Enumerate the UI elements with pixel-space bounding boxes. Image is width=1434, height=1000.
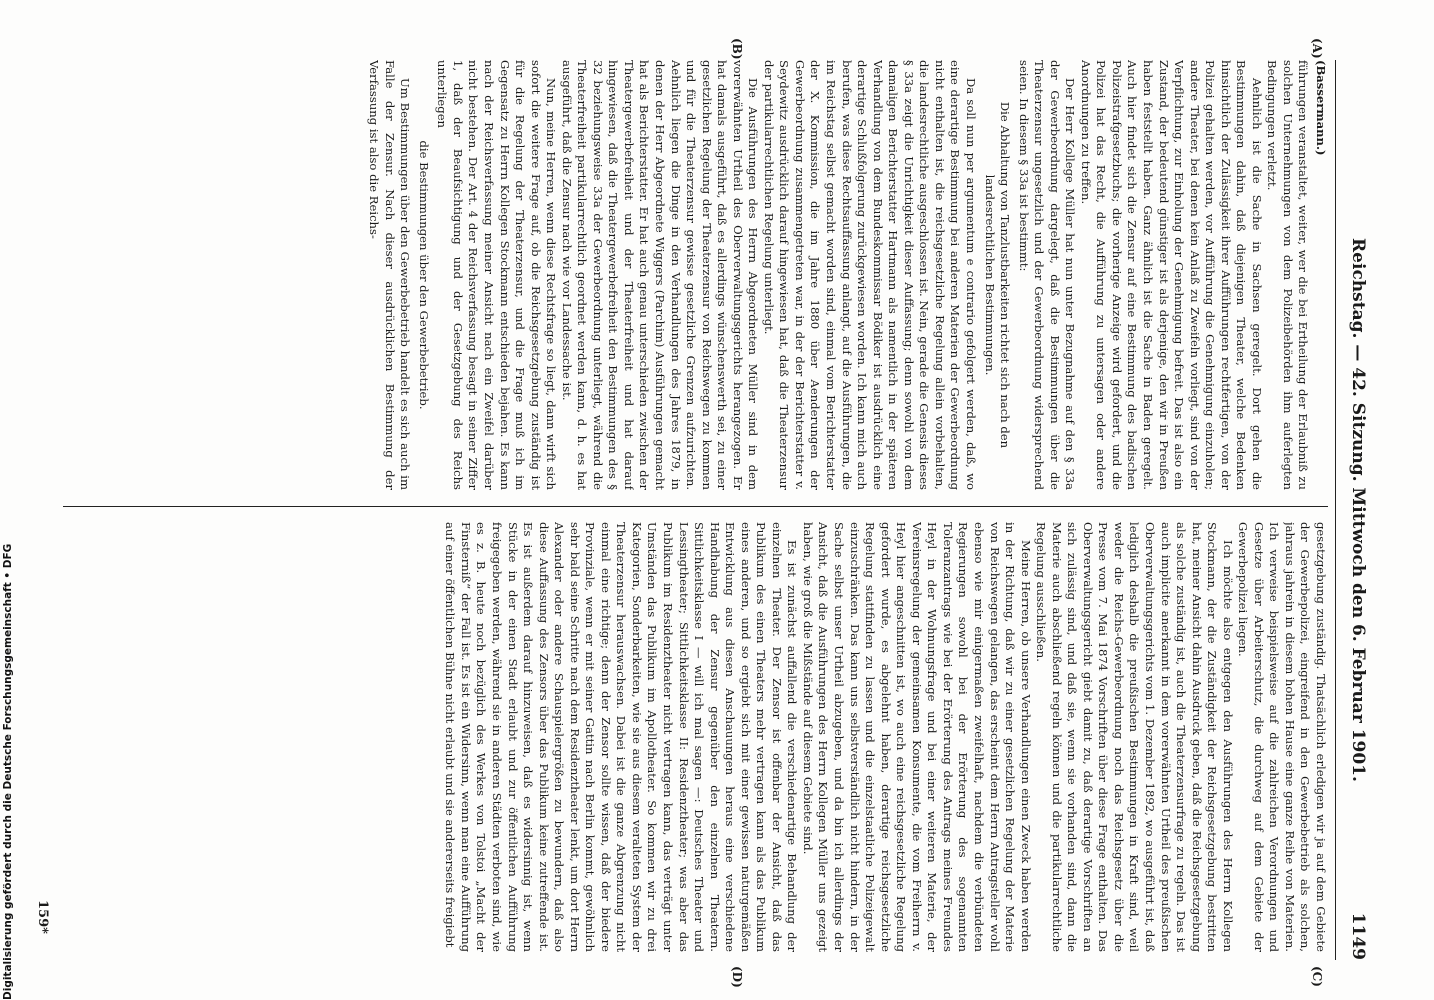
paragraph: führungen veranstaltet, weiter, wer die bei Ertheilung der Erlaubniß zu solchen Unternehmungen von dem Polizeibehörden ihm auferlegten Bedingungen verletzt.: [1265, 60, 1311, 490]
paragraph: gesetzgebung zuständig. Thatsächlich erledigen wir ja auf dem Gebiete der Gewerbepolizei, eingreifend in den Gewerbebetrieb als solchen, jahraus jahrein in diesem hohen Hause eine ganze Reihe von Materien. Ich verweise beispielsweise auf die zahlreichen Verordnungen und Gesetze über Arbeiterschutz, die durchweg auf dem Gebiete der Gewerbepolizei liegen.: [1236, 522, 1328, 952]
paragraph: Da soll nun per argumentum e contrario gefolgert werden, daß, wo eine derartige Bestimmung bei anderen Materien der Gewerbeordnung nicht enthalten ist, die reichsgesetzliche Regelung allein vorbehalten, die landesrechtliche ausgeschlossen ist. Nein, gerade die Genesis dieses § 33a zeigt die Unrichtigkeit dieser Auffassung; denn sowohl von dem damaligen Berichterstatter Hartmann als namentlich in der späteren Verhandlung von dem Bundeskommissar Bödiker ist ausdrücklich eine derartige Schlußfolgerung zurückgewiesen worden. Ich kann mich auch berufen, was diese Rechtsauffassung anlangt, auf die Ausführungen, die im Reichstag selbst gemacht worden sind, einmal vom Berichterstatter der X. Kommission, die im Jahre 1880 über Aenderungen der Gewerbeordnung zusammengetreten war, in der der Berichterstatter v. Seydewitz ausdrücklich darauf hingewiesen hat, daß die Theaterzensur der partikularrechtlichen Regelung unterliegt.: [761, 60, 978, 490]
running-title: Reichstag. — 42. Sitzung. Mittwoch den 6. Februar 1901.: [1348, 238, 1368, 782]
paragraph: Nun, meine Herren, wenn diese Rechtsfrage so liegt, dann wirft sich sofort die weitere Frage auf, ob die Reichsgesetzgebung zuständig ist für die Regelung der Theaterzensur, und die Frage muß ich im Gegensatz zu Herrn Kollegen Stockmann entschieden bejahen. Es kann nach der Reichsverfassung meiner Ansicht nach ein Zweifel darüber nicht bestehen. Der Art. 4 der Reichsverfassung besagt in seiner Ziffer 1, daß der Beaufsichtigung und der Gesetzgebung des Reichs unterliegen: [435, 60, 559, 490]
margin-marker-b: (B): [730, 38, 744, 60]
quoted-provision: die Bestimmungen über den Gewerbebetrieb.: [416, 140, 431, 410]
margin-marker-d: (D): [730, 966, 744, 988]
page-number: 1149: [1348, 912, 1368, 960]
paragraph: Aehnlich ist die Sache in Sachsen geregelt. Dort gehen die Bestimmungen dahin, daß diejenigen Theater, welche Bedenken hinsichtlich der Zulässigkeit ihrer Aufführungen rechtfertigen, von der Polizei gehalten werden, vor Aufführung die Genehmigung einzuholen; andere Theater, bei denen kein Anlaß zu Zweifeln vorliegt, sind von der Verpflichtung, zur Einholung der Genehmigung befreit. Das ist also ein Zustand, der bedeutend günstiger ist als derjenige, den wir in Preußen haben feststellt haben. Ganz ähnlich ist die Sache in Baden geregelt. Auch hier findet sich die Zensur auf eine Bestimmung des badischen Polizeistrafgesetzbuchs; die vorherige Anzeige wird gefordert, und die Polizei hat das Recht, die Aufführung zu untersagen oder andere Anordnungen zu treffen.: [1078, 60, 1264, 490]
paragraph: Der Herr Kollege Müller hat nun unter Bezugnahme auf den § 33a der Gewerbeordnung dargelegt, daß die Bestimmungen über die Theaterzensur ungesetzlich und der Gewerbeordnung widersprechend seien. In diesem § 33a ist bestimmt:: [1016, 60, 1078, 490]
quoted-provision: Die Abhaltung von Tanzlustbarkeiten richtet sich nach den landesrechtlichen Bestimmungen.: [982, 101, 1013, 449]
left-column: [48, 60, 1328, 490]
paragraph: Um Bestimmungen über den Gewerbebetrieb handelt es sich auch im Falle der Zensur. Nach dieser ausdrücklichen Bestimmung der Verfassung ist also die Reichs-: [367, 60, 413, 490]
paragraph: Es ist zunächst auffallend die verschiedenartige Behandlung der einzelnen Theater. Der Zensor ist offenbar der Ansicht, daß das Publikum des einen Theaters mehr vertragen kann als das Publikum eines anderen, und so ergiebt sich mit einer gewissen naturgemäßen Entwicklung aus diesen Anschauungen heraus eine verschiedene Handhabung der Zensur gegenüber den einzelnen Theatern. Sittlichkeitsklasse I — will ich mal sagen —: Deutsches Theater und Lessingtheater; Sittlichkeitsklasse II: Residenztheater; was aber das Publikum im Residenztheater nicht vertragen kann, das verträgt unter Umständen das Publikum im Apollotheater. So kommen wir zu drei Kategorien, Sonderbarkeiten, wie sie aus diesem veralteten System der Theaterzensur herauswachsen. Dabei ist die ganze Abgrenzung nicht einmal eine richtige; denn der Zensor sollte wissen, daß der biedere Provinziale, wenn er mit seiner Gattin nach Berlin kommt, gewöhnlich sehr bald seine Schritte nach dem Residenztheater lenkt, um dort Herrn Alexander oder andere Schauspielergrößen zu bewundern, daß also diese Auffassung des Zensors über das Publikum keine zutreffende ist. Es ist außerdem darauf hinzuweisen, daß es widersinnig ist, wenn Stücke in der einen Stadt erlaubt und zur öffentlichen Aufführung freigegeben werden, während sie in anderen Städten verboten sind, wie es z. B. heute noch bezüglich des Werkes von Tolstoi „Macht der Finsterniß“ der Fall ist. Es ist ein Widersinn, wenn man eine Aufführung auf einer öffentlichen Bühne nicht erlaubt und sie andererseits freigiebt: [443, 522, 800, 952]
margin-marker-c: (C): [1310, 966, 1324, 987]
margin-marker-a: (A): [1310, 38, 1324, 59]
page-header: [1342, 60, 1368, 960]
paragraph: Meine Herren, ob unsere Verhandlungen einen Zweck haben werden in der Richtung, daß wir zu einer gesetzlichen Regelung der Materie von Reichswegen gelangen, das erscheint dem Herrn Antragsteller wohl ebenso wie mir einigermaßen zweifelhaft, nachdem die verbündeten Regierungen sowohl bei der Erörterung des sogenannten Toleranzantrags wie bei der Erörterung des Antrags meines Freundes Heyl in der Wohnungsfrage und bei einer weiteren Materie, der Vereinsregelung der gemeinsamen Konsumente, die vom Freiherrn v. Heyl hier angeschnitten ist, wo auch eine reichsgesetzliche Regelung gefordert wurde, es abgelehnt haben, derartige reichsgesetzliche Regelung stattfinden zu lassen und die einzelstaatliche Polizeigewalt einzuschränken. Das kann uns selbstverständlich nicht hindern, in der Sache selbst unser Urtheil abzugeben, und da bin ich allerdings der Ansicht, daß die Ausführungen des Herrn Kollegen Müller uns gezeigt haben, wie groß die Mißstände auf diesem Gebiete sind.: [800, 522, 1033, 952]
speaker-name: (Bassermann.): [1314, 60, 1328, 156]
right-column: [48, 522, 1328, 952]
paragraph: Die Ausführungen des Herrn Abgeordneten Müller sind in dem vorerwähnten Urtheil des Oberverwaltungsgerichts herangezogen. Er hat damals ausgeführt, daß es allerdings wünschenswerth sei, zu einer gesetzlichen Regelung der Theaterzensur von Reichswegen zu kommen und für die Theaterzensur gewisse gesetzliche Grenzen aufzurichten. Aehnlich liegen die Dinge in den Verhandlungen des Jahres 1879, in denen der Herr Abgeordnete Wiggers (Parchim) Ausführungen gemacht hat als Berichterstatter. Er hat auch genau unterschieden zwischen der Theatergewerbefreiheit und der Theaterfreiheit und hat darauf hingewiesen, daß die Theatergewerbefreiheit den Bestimmungen des § 32 beziehungsweise 33a der Gewerbeordnung unterliegt, während die Theaterfreiheit partikularrechtlich geordnet werden kann, d. h. es hat ausgeführt, daß die Zensur nach wie vor Landessache ist.: [559, 60, 761, 490]
digitization-credit: Digitalisierung gefördert durch die Deutsche Forschungsgemeinschaft • DFG: [2, 543, 14, 1000]
paragraph: Ich möchte also entgegen den Ausführungen des Herrn Kollegen Stockmann, der die Zuständigkeit der Reichsgesetzgebung bestritten hat, meiner Ansicht dahin Ausdruck geben, daß die Reichsgesetzgebung als solche zuständig ist, auch die Theaterzensurfrage zu regeln. Das ist auch implicite anerkannt in dem vorerwähnten Urtheil des preußischen Oberverwaltungsgerichts vom 1. Dezember 1892, wo ausgeführt ist, daß lediglich deshalb die preußischen Bestimmungen in Kraft sind, weil weder die Reichs-Gewerbeordnung noch das Reichsgesetz über die Presse vom 7. Mai 1874 Vorschriften über diese Frage enthalten. Das Oberverwaltungsgericht giebt damit zu, daß derartige Vorschriften an sich zulässig sind, und daß sie, wenn sie vorhanden sind, dann die Materie auch abschließend regeln können und die partikularrechtliche Regelung ausschließen.: [1034, 522, 1235, 952]
header-rule: [1335, 60, 1336, 960]
signature-mark: 159*: [35, 900, 50, 934]
column-divider: [63, 506, 1328, 507]
